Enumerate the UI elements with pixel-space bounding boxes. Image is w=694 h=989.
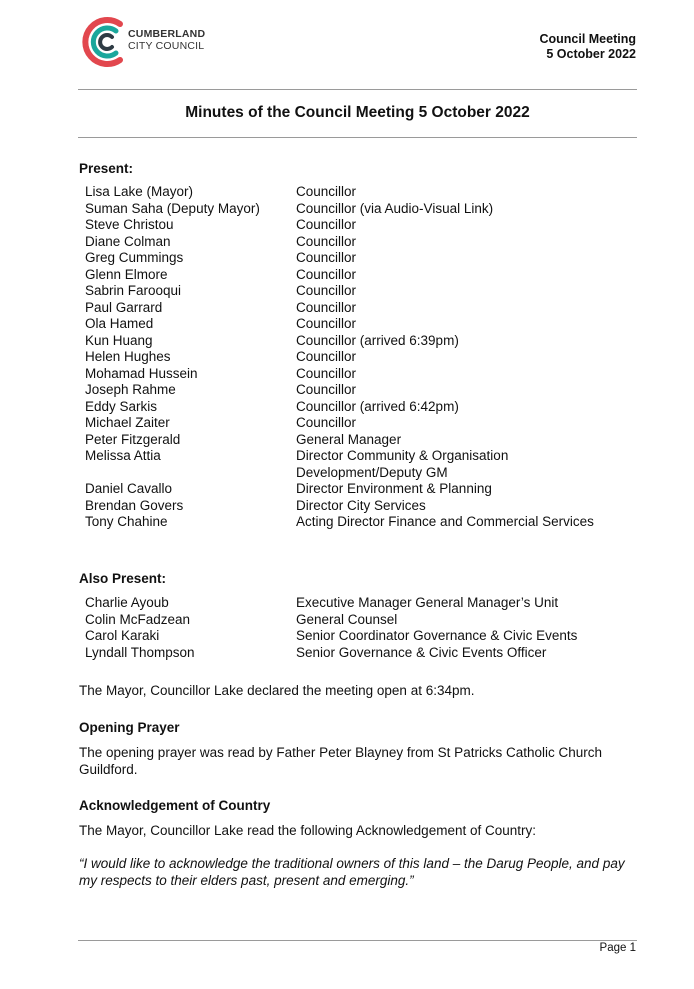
attendee-role: Councillor [296, 299, 357, 315]
also-present-heading: Also Present: [79, 571, 167, 586]
attendee-name: Peter Fitzgerald [85, 431, 181, 447]
attendee-row [85, 300, 636, 317]
page-title: Minutes of the Council Meeting 5 October 2022 [185, 104, 530, 121]
attendee-name: Colin McFadzean [85, 611, 191, 627]
logo-line1: CUMBERLAND [128, 28, 206, 40]
attendee-role: Councillor [296, 349, 357, 364]
attendee-name: Lyndall Thompson [85, 644, 195, 660]
attendee-role: Councillor [296, 266, 357, 282]
attendee-row [85, 432, 636, 449]
attendee-name: Tony Chahine [85, 514, 168, 529]
attendee-row [85, 283, 636, 300]
footer-rule [78, 940, 637, 941]
attendee-role: Councillor [296, 250, 357, 265]
opening-prayer-heading: Opening Prayer [79, 720, 180, 735]
attendee-role: Executive Manager General Manager’s Unit [296, 595, 559, 610]
attendee-row [85, 448, 636, 481]
meeting-header [539, 32, 636, 62]
attendee-role: Councillor [296, 184, 357, 199]
meeting-date: 5 October 2022 [546, 47, 636, 61]
attendee-row [85, 612, 636, 629]
attendee-row [85, 498, 636, 515]
attendee-name: Ola Hamed [85, 316, 154, 331]
attendee-row [85, 267, 636, 284]
attendee-name: Suman Saha (Deputy Mayor) [85, 200, 260, 216]
attendee-role: Director City Services [296, 497, 426, 513]
attendee-role: Director Community & Organisation Development/Deputy GM [296, 448, 509, 480]
acknowledgement-quote: “I would like to acknowledge the traditional owners of this land – the Darug People, and pay my respects to their elders past, present and emerging.” [79, 856, 625, 888]
attendee-role: Councillor [296, 365, 357, 381]
attendee-row [85, 201, 636, 218]
present-heading: Present: [79, 161, 134, 176]
attendee-name: Joseph Rahme [85, 382, 176, 397]
attendee-name: Kun Huang [85, 332, 153, 348]
attendee-row [85, 366, 636, 383]
attendee-role: Councillor [296, 382, 357, 397]
attendee-row [85, 349, 636, 366]
attendee-row [85, 333, 636, 350]
attendee-row [85, 481, 636, 498]
attendee-role: Councillor (arrived 6:39pm) [296, 332, 459, 348]
attendee-name: Michael Zaiter [85, 415, 170, 430]
present-table [85, 184, 636, 531]
attendee-row [85, 217, 636, 234]
acknowledgement-intro: The Mayor, Councillor Lake read the following Acknowledgement of Country: [79, 823, 536, 838]
page-number: Page 1 [599, 942, 636, 954]
attendee-row [85, 645, 636, 662]
acknowledgement-heading: Acknowledgement of Country [79, 798, 271, 813]
opening-statement: The Mayor, Councillor Lake declared the meeting open at 6:34pm. [79, 683, 475, 698]
attendee-row [85, 184, 636, 201]
attendee-role: Councillor [296, 233, 357, 249]
attendee-name: Lisa Lake (Mayor) [85, 184, 194, 199]
attendee-row [85, 316, 636, 333]
attendee-name: Helen Hughes [85, 349, 171, 364]
attendee-name: Daniel Cavallo [85, 481, 173, 496]
logo-line2: CITY COUNCIL [128, 40, 205, 52]
attendee-row [85, 415, 636, 432]
attendee-role: Senior Governance & Civic Events Officer [296, 644, 547, 660]
attendee-role: Councillor (arrived 6:42pm) [296, 398, 459, 414]
attendee-row [85, 234, 636, 251]
opening-prayer-text: The opening prayer was read by Father Peter Blayney from St Patricks Catholic Church Guildford. [79, 745, 602, 777]
attendee-role: Acting Director Finance and Commercial Services [296, 514, 594, 529]
attendee-name: Brendan Govers [85, 497, 184, 513]
attendee-row [85, 595, 636, 612]
attendee-name: Glenn Elmore [85, 266, 168, 282]
attendee-name: Charlie Ayoub [85, 595, 169, 610]
attendee-role: Councillor [296, 217, 357, 232]
also-present-table [85, 595, 636, 661]
header-rule [78, 89, 637, 90]
attendee-name: Steve Christou [85, 217, 174, 232]
attendee-role: Director Environment & Planning [296, 481, 492, 496]
meeting-label: Council Meeting [539, 32, 636, 46]
attendee-role: Councillor (via Audio-Visual Link) [296, 200, 494, 216]
attendee-role: General Counsel [296, 611, 398, 627]
title-rule [78, 137, 637, 138]
attendee-name: Diane Colman [85, 233, 171, 249]
attendee-role: Councillor [296, 316, 357, 331]
attendee-row [85, 628, 636, 645]
attendee-role: Councillor [296, 415, 357, 430]
attendee-name: Greg Cummings [85, 250, 184, 265]
attendee-name: Sabrin Farooqui [85, 283, 182, 298]
attendee-name: Carol Karaki [85, 628, 160, 643]
attendee-name: Melissa Attia [85, 448, 161, 463]
attendee-row [85, 399, 636, 416]
logo-wordmark [128, 28, 205, 52]
attendee-role: General Manager [296, 431, 402, 447]
council-logo-mark [80, 14, 130, 70]
attendee-row [85, 514, 636, 531]
attendee-row [85, 382, 636, 399]
attendee-name: Eddy Sarkis [85, 398, 158, 414]
attendee-role: Councillor [296, 283, 357, 298]
attendee-name: Paul Garrard [85, 299, 163, 315]
attendee-name: Mohamad Hussein [85, 365, 198, 381]
attendee-role: Senior Coordinator Governance & Civic Events [296, 628, 578, 643]
attendee-row [85, 250, 636, 267]
